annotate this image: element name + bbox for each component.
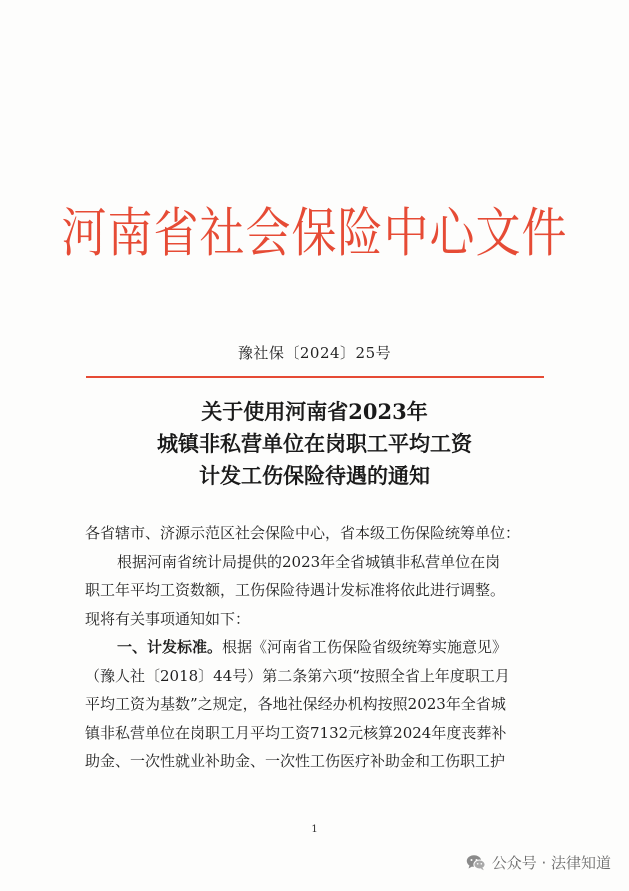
section-one-text: 根据《河南省工伤保险省级统筹实施意见》 (222, 638, 508, 656)
section-one-first-line (85, 633, 555, 662)
notice-title-line: 关于使用河南省2023年 (201, 399, 428, 424)
notice-body (85, 519, 555, 776)
paragraph-line: 镇非私营单位在岗职工月平均工资7132元核算2024年度丧葬补 (85, 723, 507, 742)
paragraph-line: （豫人社〔2018〕44号）第二条第六项“按照全省上年度职工月 (85, 666, 510, 685)
section-one-heading: 一、计发标准。 (117, 638, 223, 656)
paragraph-line: 助金、一次性就业补助金、一次性工伤医疗补助金和工伤职工护 (85, 752, 506, 770)
paragraph-line: 平均工资为基数”之规定，各地社保经办机构按照2023年全省城 (85, 695, 506, 713)
paragraph-line: 根据河南省统计局提供的2023年全省城镇非私营单位在岗 (117, 552, 501, 571)
document-header-title: 河南省社会保险中心文件 (61, 201, 568, 264)
addressee-line: 各省辖市、济源示范区社会保险中心，省本级工伤保险统筹单位： (85, 524, 521, 542)
document-number: 豫社保〔2024〕25号 (237, 344, 392, 362)
wechat-icon (466, 854, 486, 871)
notice-title-line: 计发工伤保险待遇的通知 (199, 463, 430, 488)
paragraph-line: 现将有关事项通知如下： (85, 609, 251, 628)
red-divider-line (86, 376, 544, 378)
wechat-watermark (466, 852, 611, 873)
paragraph-line: 职工年平均工资数额，工伤保险待遇计发标准将依此进行调整。 (85, 581, 506, 599)
notice-title (0, 396, 629, 492)
page-number: 1 (311, 824, 318, 835)
notice-title-line: 城镇非私营单位在岗职工平均工资 (157, 431, 472, 456)
watermark-text: 公众号 · 法律知道 (491, 854, 611, 872)
